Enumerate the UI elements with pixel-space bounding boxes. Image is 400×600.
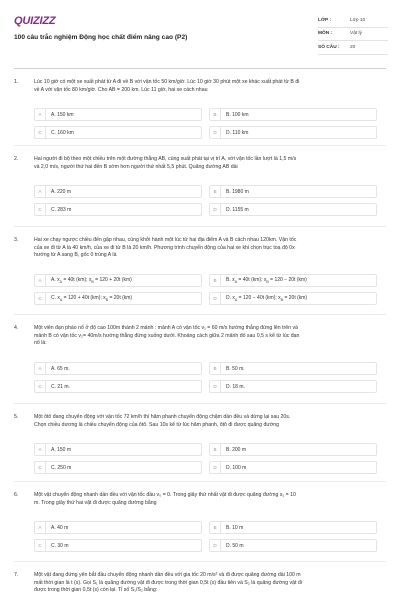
option-letter: C — [35, 540, 46, 551]
meta-value: 20 — [350, 44, 356, 50]
worksheet-header — [0, 0, 400, 66]
answer-option-d[interactable] — [209, 126, 377, 139]
answer-option-d[interactable] — [209, 461, 377, 474]
option-text: B. 200 m — [226, 446, 247, 453]
answer-option-d[interactable] — [209, 380, 377, 393]
answer-option-b[interactable] — [209, 274, 377, 287]
answer-option-c[interactable] — [34, 380, 202, 393]
question-line: m. Trong giây thứ hai vật đi được quãng đường bằng — [34, 499, 157, 506]
answer-option-c[interactable] — [34, 292, 202, 305]
answer-option-c[interactable] — [34, 539, 202, 552]
option-text: D. 110 km — [226, 129, 249, 136]
question-divider — [14, 314, 386, 315]
question-line: Lúc 10 giờ có một xe xuất phát từ A đi về B với vận tốc 50 km/giờ. Lúc 10 giờ 30 phút một xe khác xuất phát từ B đi — [34, 79, 300, 85]
option-text: A. $x_A = 40t$ (km); $x_B = 120 + 20t$ (km) — [51, 277, 132, 284]
question-line: Chọn chiều dương là chiều chuyển động của ôtô. Sau 10s kể từ lúc hãm phanh, ôtô đi được quãng đường — [34, 421, 280, 428]
header-divider — [14, 68, 386, 69]
option-letter: B — [210, 109, 221, 120]
option-letter: C — [35, 462, 46, 473]
option-letter: A — [35, 444, 46, 455]
option-letter: C — [35, 127, 46, 138]
answer-option-d[interactable] — [209, 292, 377, 305]
option-text: A. 65 m. — [51, 365, 70, 372]
option-letter: B — [210, 186, 221, 197]
question-line: của xe đi từ A là 40 km/h, của xe đi từ B là 20 km/h. Phương trình chuyển động của hai xe khi chọn trục toạ độ 0x — [34, 244, 295, 251]
answer-option-a[interactable] — [34, 185, 202, 198]
option-text: D. 50 m — [226, 542, 244, 549]
question-text — [34, 79, 386, 94]
option-letter: A — [35, 109, 46, 120]
question-line: được trong thời gian 0,5t (s) còn lại. Tỉ số S₁/S₂ bằng: — [34, 587, 158, 594]
option-letter: B — [210, 444, 221, 455]
answer-option-d[interactable] — [209, 203, 377, 216]
option-letter: A — [35, 363, 46, 374]
option-text: D. 100 m — [226, 464, 247, 471]
meta-row-subject — [318, 28, 388, 42]
option-text: B. 50 m. — [226, 365, 245, 372]
answer-option-c[interactable] — [34, 126, 202, 139]
question-line: mất thời gian là t (s). Gọi S₁ là quãng đường vật đi được trong thời gian 0,5t (s) đầu tiên và S₂ là quãng đường vật đi — [34, 579, 302, 586]
answer-option-b[interactable] — [209, 108, 377, 121]
option-letter: D — [210, 381, 221, 392]
question-text — [34, 156, 386, 171]
option-text: C. $x_A = 120 + 40t$ (km); $x_B = 20t$ (km) — [51, 295, 133, 302]
option-letter: D — [210, 540, 221, 551]
option-letter: B — [210, 522, 221, 533]
question-text — [34, 414, 386, 429]
option-text: A. 150 m — [51, 446, 72, 453]
meta-table — [318, 14, 388, 55]
option-letter: B — [210, 363, 221, 374]
option-text: C. 21 m. — [51, 383, 70, 390]
question-line: về A với vận tốc 80 km/giờ. Cho AB = 200 km. Lúc 11 giờ, hai xe cách nhau — [34, 86, 208, 93]
option-text: A. 220 m — [51, 188, 72, 195]
answer-option-b[interactable] — [209, 185, 377, 198]
question-line: và 2,0 m/s, người thứ hai đến B sớm hơn người thứ nhất 5,5 phút. Quãng đường AB dài — [34, 163, 238, 170]
meta-value: Vật lý — [350, 31, 362, 37]
question-number: 6. — [14, 492, 19, 498]
question-number: 4. — [14, 325, 19, 331]
answer-option-c[interactable] — [34, 203, 202, 216]
option-text: A. 40 m — [51, 524, 69, 531]
option-text: B. $x_A = 40t$ (km); $x_B = 120 - 20t$ (km) — [226, 277, 307, 284]
answer-option-b[interactable] — [209, 443, 377, 456]
option-letter: C — [35, 293, 46, 304]
question-number: 1. — [14, 79, 19, 85]
meta-row-count — [318, 41, 388, 55]
meta-label: LỚP : — [318, 17, 332, 23]
meta-value: Lớp 10 — [350, 17, 366, 23]
question-line: Hai xe chạy ngược chiều đến gặp nhau, cùng khởi hành một lúc từ hai địa điểm A và B cách nhau 120km. Vận tốc — [34, 237, 297, 243]
question-line: Một vật chuyển động nhanh dần đều với vận tốc đầu v₀ = 0. Trong giây thứ nhất vật đi được quãng đường s₁ = 10 — [34, 492, 296, 498]
question-number: 5. — [14, 414, 19, 420]
option-text: D. $x_A = 120 - 40t$ (km); $x_B = 20t$ (km) — [226, 295, 308, 302]
option-text: B. 1980 m — [226, 188, 249, 195]
question-divider — [14, 145, 386, 146]
question-number: 2. — [14, 156, 19, 162]
option-text: C. 30 m — [51, 542, 69, 549]
option-text: C. 250 m — [51, 464, 72, 471]
option-letter: A — [35, 522, 46, 533]
question-divider — [14, 561, 386, 562]
option-text: D. 18 m. — [226, 383, 245, 390]
question-line: Một viên đạn pháo nổ ở độ cao 100m thành 2 mảnh : mảnh A có vận tốc v₁ = 60 m/s hướng thẳng đứng lên trên và — [34, 325, 298, 331]
option-letter: C — [35, 381, 46, 392]
option-text: D. 1155 m — [226, 206, 249, 213]
question-line: Một ôtô đang chuyển động với vận tốc 72 km/h thì hãm phanh chuyển động chậm dần đều và dừng lại sau 20s. — [34, 414, 291, 420]
question-text — [34, 572, 386, 595]
option-letter: A — [35, 275, 46, 286]
page-title: 100 câu trắc nghiệm Động học chất điểm nâng cao (P2) — [14, 34, 188, 41]
answer-option-b[interactable] — [209, 521, 377, 534]
answer-option-b[interactable] — [209, 362, 377, 375]
answer-option-a[interactable] — [34, 443, 202, 456]
quizizz-logo: QUIZIZZ — [14, 15, 56, 27]
question-number: 7. — [14, 572, 19, 578]
option-letter: D — [210, 293, 221, 304]
option-text: A. 150 km — [51, 111, 74, 118]
question-line: Một vật đang đứng yên bắt đầu chuyển động nhanh dần đều với gia tốc 20 m/s² và đi được quãng đường dài 100 m — [34, 572, 301, 578]
question-text — [34, 325, 386, 348]
meta-label: SỐ CÂU : — [318, 44, 340, 50]
option-letter: D — [210, 204, 221, 215]
question-divider — [14, 226, 386, 227]
answer-option-a[interactable] — [34, 362, 202, 375]
question-line: Hai người đi bộ theo một chiều trên một đường thẳng AB, cùng xuất phát tại vị trí A, với vận tốc lần lượt là 1,5 m/s — [34, 156, 297, 162]
question-divider — [14, 481, 386, 482]
answer-option-a[interactable] — [34, 108, 202, 121]
question-divider — [14, 403, 386, 404]
option-text: C. 160 km — [51, 129, 74, 136]
option-letter: D — [210, 127, 221, 138]
meta-label: MÔN : — [318, 31, 333, 37]
option-text: B. 100 km — [226, 111, 249, 118]
answer-option-c[interactable] — [34, 461, 202, 474]
option-letter: B — [210, 275, 221, 286]
option-text: C. 283 m — [51, 206, 72, 213]
question-line: nổ là: — [34, 340, 47, 347]
option-letter: C — [35, 204, 46, 215]
question-line: hướng từ A sang B, gốc 0 trùng A là — [34, 252, 117, 259]
question-line: mảnh B có vận tốc v₂= 40m/s hướng thẳng đứng xuống dưới. Khoảng cách giữa 2 mảnh đó sau 0,5 s kể từ lúc đạn — [34, 332, 300, 339]
question-text — [34, 237, 386, 260]
option-letter: A — [35, 186, 46, 197]
option-text: B. 10 m — [226, 524, 244, 531]
meta-row-class — [318, 14, 388, 28]
question-number: 3. — [14, 237, 19, 243]
answer-option-d[interactable] — [209, 539, 377, 552]
question-text — [34, 492, 386, 507]
answer-option-a[interactable] — [34, 521, 202, 534]
answer-option-a[interactable] — [34, 274, 202, 287]
option-letter: D — [210, 462, 221, 473]
